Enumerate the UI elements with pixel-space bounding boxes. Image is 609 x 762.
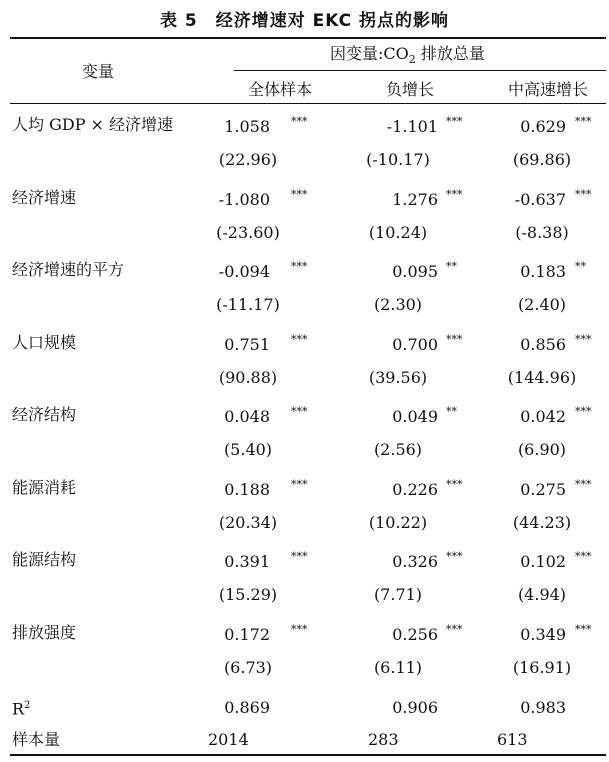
significance-stars: *** bbox=[575, 333, 592, 346]
significance-stars: *** bbox=[291, 115, 308, 128]
significance-stars: ** bbox=[575, 260, 586, 273]
column-header-high: 中高速增长 bbox=[507, 80, 588, 99]
standard-error-cell: (10.24) bbox=[368, 223, 428, 242]
coefficient-cell: 0.256 bbox=[392, 625, 438, 644]
standard-error-cell: (2.56) bbox=[373, 440, 423, 459]
top-rule bbox=[10, 37, 606, 39]
dep-var-subscript: 2 bbox=[408, 53, 416, 67]
standard-error-cell: (4.94) bbox=[517, 585, 567, 604]
coefficient-cell: 0.226 bbox=[392, 480, 438, 499]
significance-stars: *** bbox=[446, 115, 463, 128]
r2-value-high: 0.983 bbox=[520, 698, 566, 717]
coefficient-cell: 0.751 bbox=[224, 335, 270, 354]
coefficient-cell: -0.637 bbox=[514, 190, 566, 209]
bottom-rule bbox=[10, 754, 606, 756]
coefficient-cell: 0.102 bbox=[520, 552, 566, 571]
standard-error-cell: (5.40) bbox=[223, 440, 273, 459]
coefficient-cell: 0.326 bbox=[392, 552, 438, 571]
significance-stars: *** bbox=[575, 188, 592, 201]
coefficient-cell: 0.172 bbox=[224, 625, 270, 644]
coefficient-cell: -1.080 bbox=[218, 190, 270, 209]
significance-stars: *** bbox=[446, 333, 463, 346]
dep-var-suffix: 排放总量 bbox=[415, 44, 485, 63]
significance-stars: *** bbox=[291, 260, 308, 273]
significance-stars: *** bbox=[446, 188, 463, 201]
r2-value-all: 0.869 bbox=[224, 698, 270, 717]
coefficient-cell: 0.188 bbox=[224, 480, 270, 499]
row-label: 能源消耗 bbox=[12, 478, 77, 497]
standard-error-cell: (-23.60) bbox=[216, 223, 280, 242]
column-header-all: 全体样本 bbox=[247, 80, 312, 99]
significance-stars: *** bbox=[291, 550, 308, 563]
standard-error-cell: (-8.38) bbox=[515, 223, 569, 242]
column-header-negative: 负增长 bbox=[385, 80, 434, 99]
significance-stars: *** bbox=[575, 405, 592, 418]
dep-var-prefix: 因变量:CO bbox=[330, 44, 409, 63]
row-label: 能源结构 bbox=[12, 550, 77, 569]
significance-stars: ** bbox=[446, 260, 457, 273]
coefficient-cell: 1.276 bbox=[392, 190, 438, 209]
dependent-variable-header bbox=[330, 44, 485, 70]
sample-size-negative: 283 bbox=[368, 730, 399, 749]
coefficient-cell: 0.049 bbox=[392, 407, 438, 426]
r2-value-negative: 0.906 bbox=[392, 698, 438, 717]
coefficient-cell: 0.095 bbox=[392, 262, 438, 281]
significance-stars: *** bbox=[291, 623, 308, 636]
significance-stars: *** bbox=[291, 333, 308, 346]
standard-error-cell: (6.90) bbox=[517, 440, 567, 459]
standard-error-cell: (22.96) bbox=[218, 150, 278, 169]
coefficient-cell: 1.058 bbox=[224, 117, 270, 136]
coefficient-cell: 0.183 bbox=[520, 262, 566, 281]
standard-error-cell: (39.56) bbox=[368, 368, 428, 387]
standard-error-cell: (-11.17) bbox=[216, 295, 280, 314]
significance-stars: *** bbox=[446, 550, 463, 563]
coefficient-cell: 0.349 bbox=[520, 625, 566, 644]
r2-letter: R bbox=[12, 699, 25, 719]
sample-size-high: 613 bbox=[497, 730, 528, 749]
significance-stars: *** bbox=[575, 115, 592, 128]
standard-error-cell: (2.40) bbox=[517, 295, 567, 314]
standard-error-cell: (16.91) bbox=[512, 658, 572, 677]
standard-error-cell: (6.11) bbox=[373, 658, 423, 677]
coefficient-cell: 0.391 bbox=[224, 552, 270, 571]
standard-error-cell: (20.34) bbox=[218, 513, 278, 532]
coefficient-cell: -1.101 bbox=[386, 117, 438, 136]
significance-stars: *** bbox=[446, 623, 463, 636]
standard-error-cell: (15.29) bbox=[218, 585, 278, 604]
row-label: 排放强度 bbox=[12, 623, 77, 642]
row-label: 人均 GDP × 经济增速 bbox=[12, 115, 174, 134]
sample-size-label: 样本量 bbox=[12, 730, 61, 749]
significance-stars: *** bbox=[291, 478, 308, 491]
standard-error-cell: (44.23) bbox=[512, 513, 572, 532]
sample-size-all: 2014 bbox=[208, 730, 249, 749]
row-label: 经济增速 bbox=[12, 188, 77, 207]
standard-error-cell: (10.22) bbox=[368, 513, 428, 532]
header-subrule bbox=[234, 70, 606, 71]
r2-superscript: 2 bbox=[24, 700, 31, 711]
coefficient-cell: 0.275 bbox=[520, 480, 566, 499]
row-label: 经济增速的平方 bbox=[12, 260, 125, 279]
header-bottom-rule bbox=[10, 103, 606, 104]
standard-error-cell: (90.88) bbox=[218, 368, 278, 387]
coefficient-cell: 0.042 bbox=[520, 407, 566, 426]
coefficient-cell: 0.700 bbox=[392, 335, 438, 354]
row-label: 人口规模 bbox=[12, 333, 77, 352]
row-label: 经济结构 bbox=[12, 405, 77, 424]
coefficient-cell: 0.629 bbox=[520, 117, 566, 136]
significance-stars: ** bbox=[446, 405, 457, 418]
standard-error-cell: (144.96) bbox=[507, 368, 577, 387]
significance-stars: *** bbox=[575, 550, 592, 563]
coefficient-cell: -0.094 bbox=[218, 262, 270, 281]
significance-stars: *** bbox=[575, 478, 592, 491]
coefficient-cell: 0.856 bbox=[520, 335, 566, 354]
coefficient-cell: 0.048 bbox=[224, 407, 270, 426]
significance-stars: *** bbox=[291, 405, 308, 418]
significance-stars: *** bbox=[575, 623, 592, 636]
standard-error-cell: (69.86) bbox=[512, 150, 572, 169]
significance-stars: *** bbox=[446, 478, 463, 491]
variable-header: 变量 bbox=[82, 62, 115, 81]
standard-error-cell: (-10.17) bbox=[366, 150, 430, 169]
standard-error-cell: (7.71) bbox=[373, 585, 423, 604]
significance-stars: *** bbox=[291, 188, 308, 201]
table-title: 表 5 经济增速对 EKC 拐点的影响 bbox=[159, 11, 450, 31]
standard-error-cell: (2.30) bbox=[373, 295, 423, 314]
r2-label bbox=[12, 696, 30, 719]
standard-error-cell: (6.73) bbox=[223, 658, 273, 677]
